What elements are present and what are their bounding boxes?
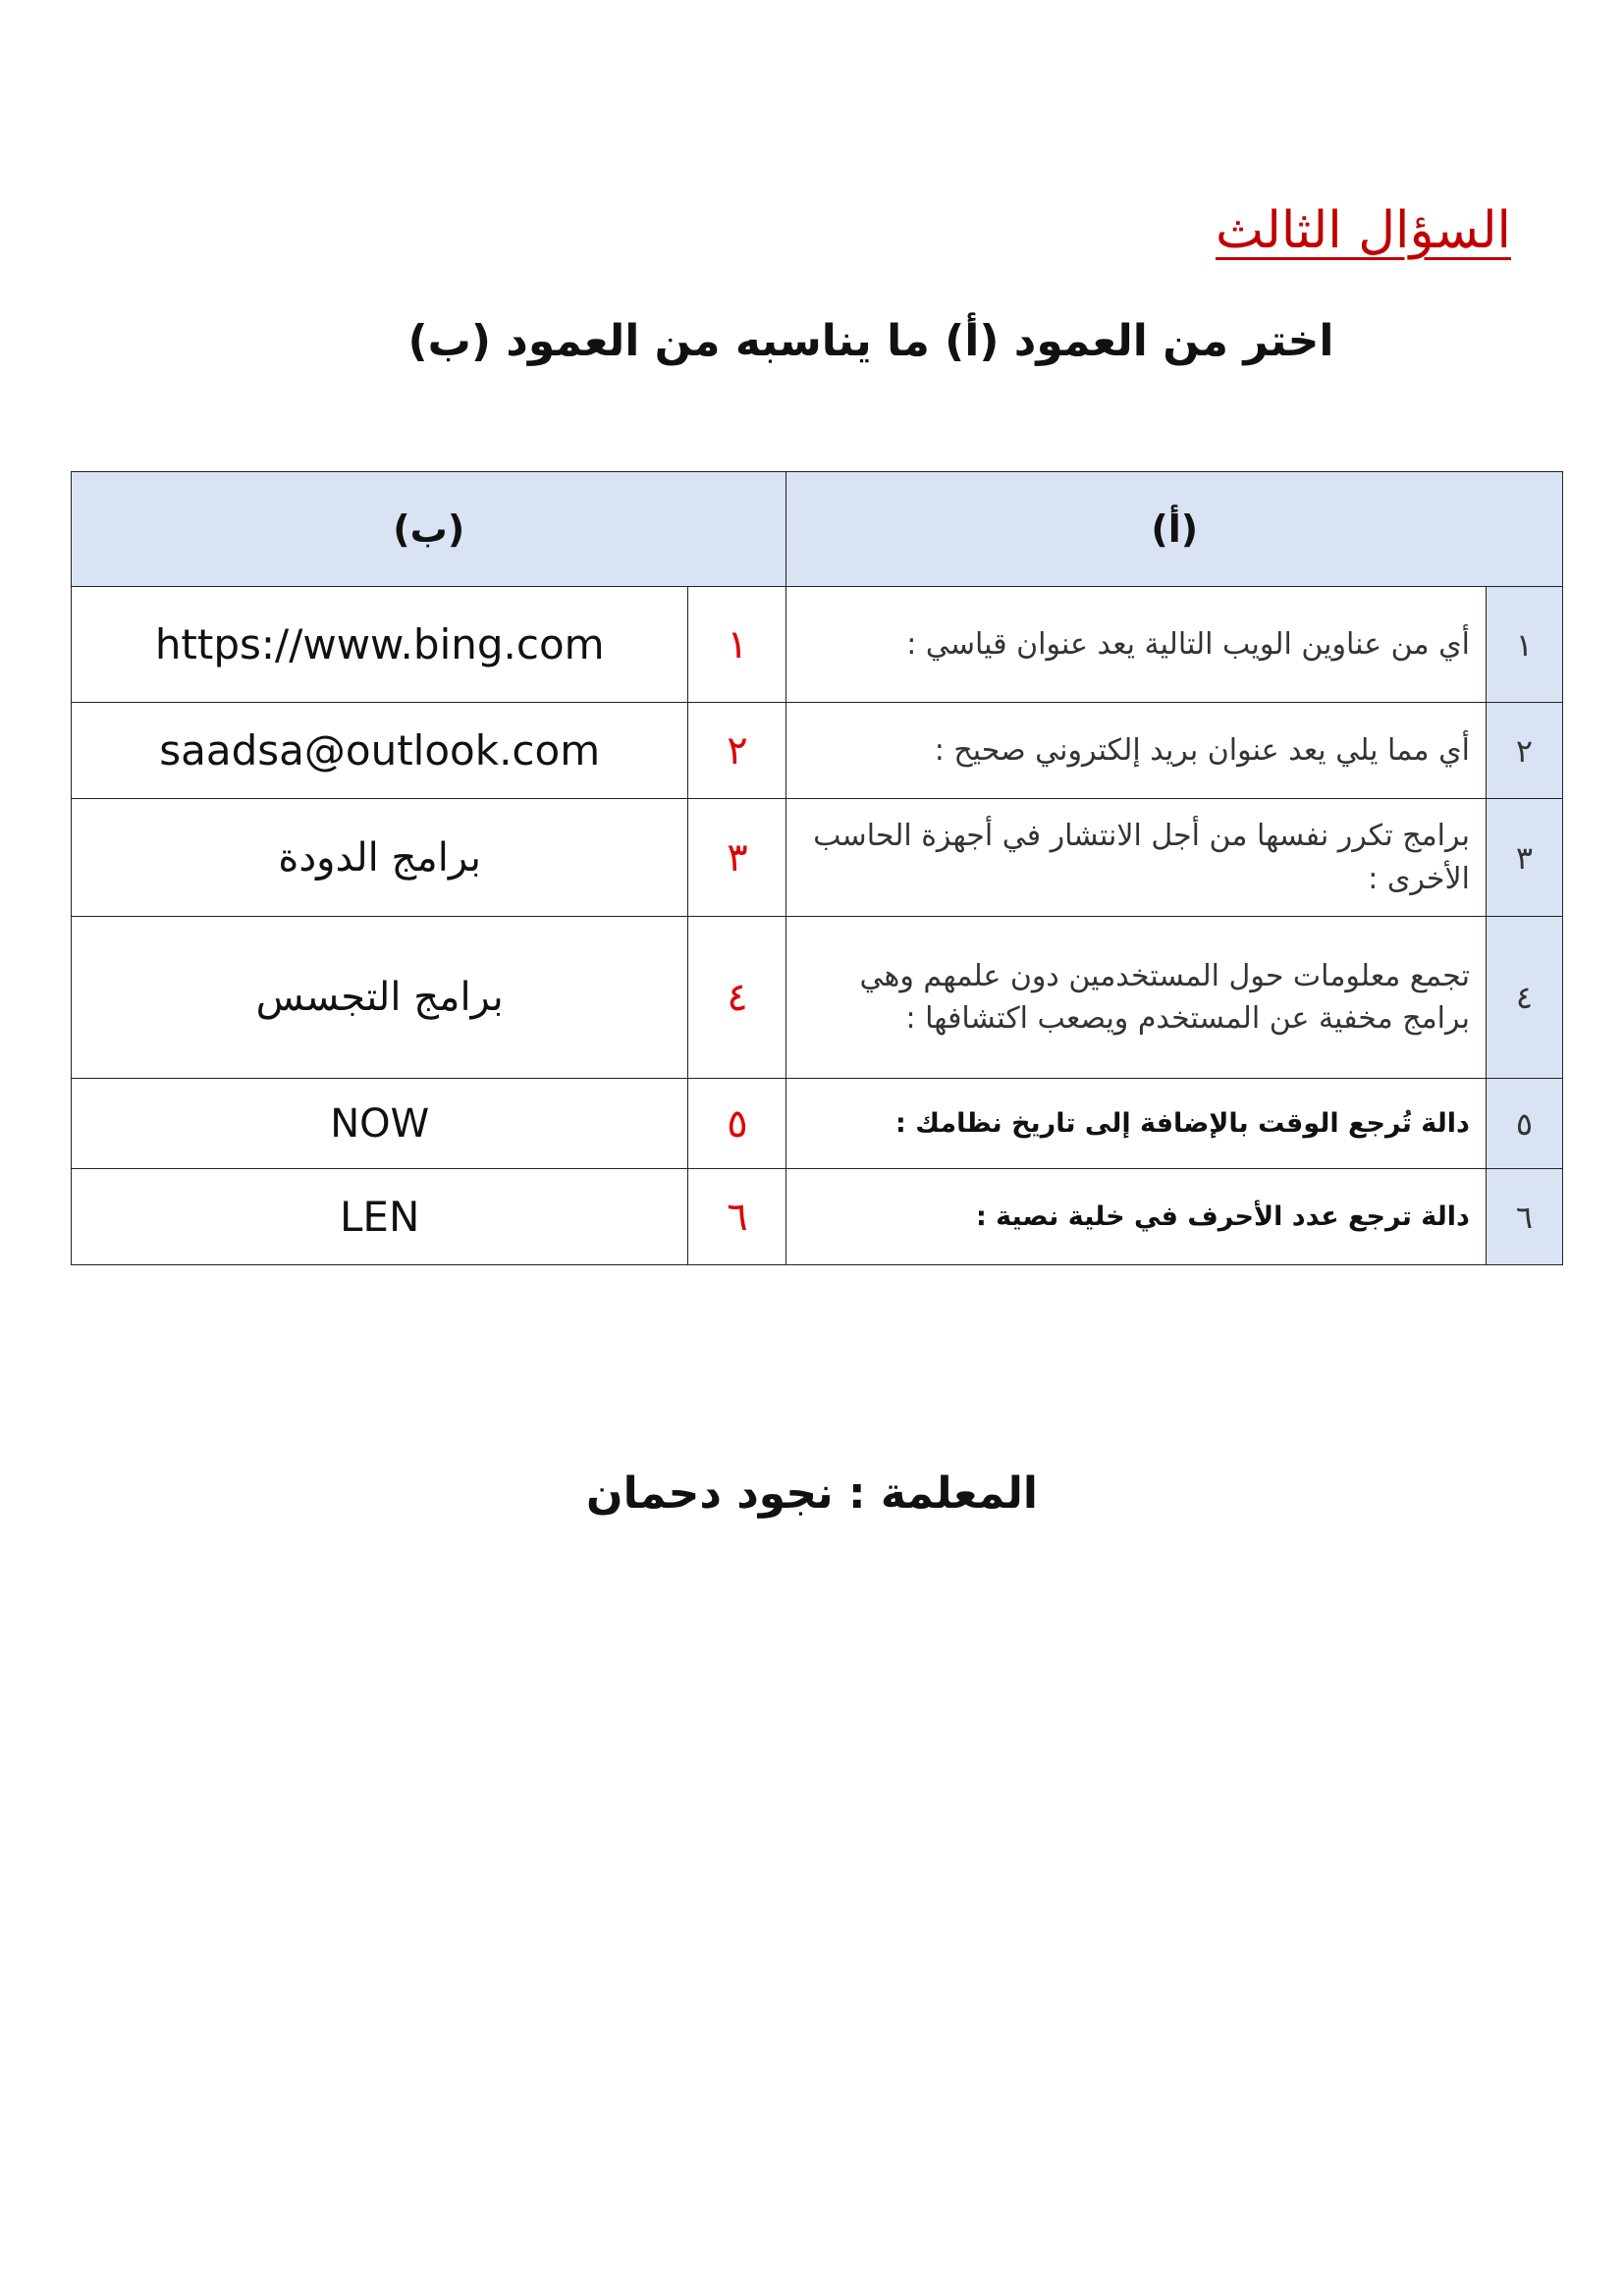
column-a-statement: أي مما يلي يعد عنوان بريد إلكتروني صحيح : bbox=[786, 703, 1486, 799]
column-a-number: ١ bbox=[1486, 587, 1562, 703]
column-a-statement: أي من عناوين الويب التالية يعد عنوان قياسي : bbox=[786, 587, 1486, 703]
column-b-answer: NOW bbox=[72, 1079, 688, 1169]
table-row bbox=[72, 917, 1563, 1079]
column-b-answer: LEN bbox=[72, 1169, 688, 1265]
column-a-statement: دالة ترجع عدد الأحرف في خلية نصية : bbox=[786, 1169, 1486, 1265]
column-b-answer: saadsa@outlook.com bbox=[72, 703, 688, 799]
column-a-number: ٣ bbox=[1486, 799, 1562, 917]
column-a-header: (أ) bbox=[786, 472, 1563, 587]
column-a-number: ٦ bbox=[1486, 1169, 1562, 1265]
column-a-statement: دالة تُرجع الوقت بالإضافة إلى تاريخ نظامك : bbox=[786, 1079, 1486, 1169]
column-b-answer: برامج التجسس bbox=[72, 917, 688, 1079]
column-a-statement: برامج تكرر نفسها من أجل الانتشار في أجهزة الحاسب الأخرى : bbox=[786, 799, 1486, 917]
column-b-number: ٢ bbox=[688, 703, 786, 799]
table-row bbox=[72, 587, 1563, 703]
column-a-number: ٥ bbox=[1486, 1079, 1562, 1169]
table-row bbox=[72, 799, 1563, 917]
table-header-row bbox=[72, 472, 1563, 587]
column-b-header: (ب) bbox=[72, 472, 786, 587]
column-a-number: ٢ bbox=[1486, 703, 1562, 799]
teacher-signature-line: المعلمة : نجود دحمان bbox=[586, 1468, 1038, 1519]
column-b-answer: https://www.bing.com bbox=[72, 587, 688, 703]
column-b-number: ٣ bbox=[688, 799, 786, 917]
column-b-number: ٦ bbox=[688, 1169, 786, 1265]
column-b-answer: برامج الدودة bbox=[72, 799, 688, 917]
table-row bbox=[72, 703, 1563, 799]
section-title: السؤال الثالث bbox=[1215, 201, 1511, 260]
matching-table bbox=[71, 471, 1563, 1265]
instruction: اختر من العمود (أ) ما يناسبه من العمود (ب) bbox=[407, 316, 1334, 366]
column-a-statement: تجمع معلومات حول المستخدمين دون علمهم وهي برامج مخفية عن المستخدم ويصعب اكتشافها : bbox=[786, 917, 1486, 1079]
column-b-number: ١ bbox=[688, 587, 786, 703]
column-b-number: ٤ bbox=[688, 917, 786, 1079]
column-a-number: ٤ bbox=[1486, 917, 1562, 1079]
table-row bbox=[72, 1079, 1563, 1169]
column-b-number: ٥ bbox=[688, 1079, 786, 1169]
table-row bbox=[72, 1169, 1563, 1265]
